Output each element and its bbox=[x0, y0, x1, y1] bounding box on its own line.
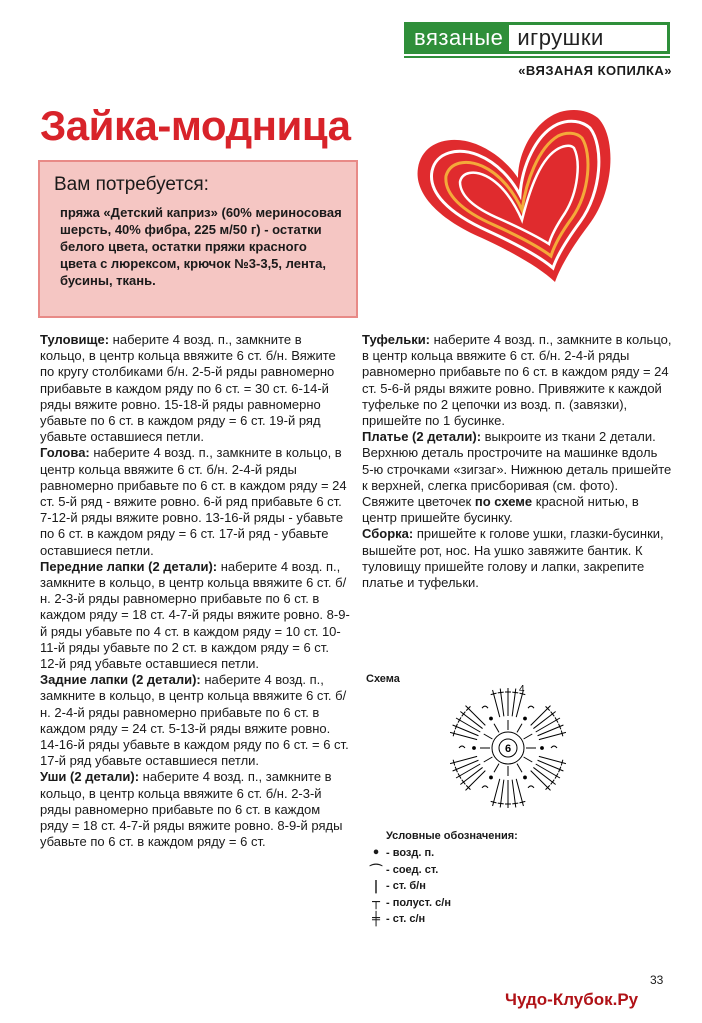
materials-box bbox=[38, 160, 358, 318]
instruction-back-paws bbox=[40, 672, 350, 769]
scheme-stitch-inner bbox=[484, 757, 493, 762]
scheme-slip-stitch bbox=[482, 786, 488, 788]
instruction-text: наберите 4 возд. п., замкните в кольцо, в центр кольца ввяжите 6 ст. б/н. 2-3-й ряды равномерно прибавьте по 6 ст. в каждом ряду = 18 ст. 4-7-й ряды вяжите ровно. 8-9-й ряды убавьте по 6 ст. в каждом ряду = 6 ст. bbox=[40, 769, 343, 850]
instruction-heading: Голова: bbox=[40, 445, 90, 461]
scheme-stitch-inner bbox=[494, 764, 499, 773]
subsection-title: «ВЯЗАНАЯ КОПИЛКА» bbox=[518, 63, 672, 78]
instruction-assembly bbox=[362, 526, 672, 591]
slip-stitch-symbol: ⌒ bbox=[369, 864, 383, 880]
scheme-label: Схема bbox=[366, 673, 400, 685]
scheme-stitch-inner bbox=[524, 734, 533, 739]
legend-label: - возд. п. bbox=[386, 847, 435, 860]
scheme-stitch-bar bbox=[555, 773, 558, 778]
scheme-chain-dot bbox=[524, 717, 527, 720]
legend-item bbox=[366, 895, 518, 912]
legend-item bbox=[366, 845, 518, 862]
scheme-stitch-bar bbox=[462, 780, 466, 785]
double-crochet-symbol: ╪ bbox=[372, 911, 380, 927]
site-watermark: Чудо-Клубок.Ру bbox=[505, 990, 639, 1009]
scheme-chain-dot bbox=[473, 747, 476, 750]
page-title: Зайка-модница bbox=[40, 102, 351, 149]
scheme-center-number: 6 bbox=[504, 743, 512, 755]
instruction-heading: Задние лапки (2 детали): bbox=[40, 672, 201, 688]
legend-item bbox=[366, 878, 518, 895]
instruction-shoes bbox=[362, 332, 672, 429]
scheme-stitch-bar bbox=[458, 773, 461, 778]
scheme-stitch-bar bbox=[498, 803, 504, 804]
scheme-stitch-bar bbox=[498, 692, 504, 693]
materials-title: Вам потребуется: bbox=[54, 174, 209, 195]
scheme-slip-stitch bbox=[459, 746, 465, 748]
instruction-heading: Уши (2 детали): bbox=[40, 769, 140, 785]
legend-label: - ст. б/н bbox=[386, 880, 426, 893]
scheme-stitch-inner bbox=[524, 757, 533, 762]
scheme-slip-stitch bbox=[551, 746, 557, 748]
instruction-heading: Передние лапки (2 детали): bbox=[40, 558, 218, 574]
scheme-chain-dot bbox=[490, 717, 493, 720]
half-double-crochet-symbol: ┬ bbox=[372, 895, 380, 911]
scheme-stitch-inner bbox=[517, 764, 522, 773]
scheme-stitch-bar bbox=[551, 780, 555, 785]
instruction-torso bbox=[40, 332, 350, 445]
instruction-dress bbox=[362, 429, 672, 526]
scheme-chain-dot bbox=[524, 776, 527, 779]
legend-item bbox=[366, 911, 518, 928]
scheme-stitch-bar bbox=[551, 712, 555, 717]
scheme-slip-stitch bbox=[528, 786, 534, 788]
scheme-stitch-inner bbox=[494, 724, 499, 733]
instruction-heading: Сборка: bbox=[362, 526, 414, 542]
instructions-right-column bbox=[362, 332, 672, 591]
scheme-stitch-bar bbox=[462, 712, 466, 717]
scheme-stitch-bar bbox=[512, 803, 518, 804]
instructions-left-column bbox=[40, 332, 350, 851]
scheme-slip-stitch bbox=[528, 706, 534, 708]
instruction-ears bbox=[40, 769, 350, 850]
crochet-flower-diagram bbox=[420, 670, 590, 810]
scheme-stitch-bar bbox=[512, 692, 518, 693]
instruction-text: наберите 4 возд. п., замкните в кольцо, в центр кольца ввяжите 6 ст. б/н. 2-4-й ряды равномерно прибавьте по 6 ст. в каждом ряду = 24 ст. 5-6-й ряды вяжите ровно. Привяжите к каждой туфельке по 2 цепочки из возд. п. (завязки), пришейте по 1 бусинке. bbox=[362, 332, 672, 429]
legend-label: - соед. ст. bbox=[386, 863, 439, 876]
heart-illustration bbox=[410, 100, 630, 290]
instruction-text: наберите 4 возд. п., замкните в кольцо, в центр кольца ввяжите 6 ст. б/н. Вяжите по кругу столбиками б/н. 2-5-й ряды равномерно прибавьте в каждом ряду по 6 ст. = 30 ст. 6-14-й ряды вяжите ровно. 15-18-й ряды равномерно убавьте по 6 ст. в каждом ряду = 6 ст. 19-й ряд убавьте оставшиеся петли. bbox=[40, 332, 336, 445]
instruction-front-paws bbox=[40, 559, 350, 672]
header-divider bbox=[404, 56, 670, 58]
instruction-heading: Туловище: bbox=[40, 332, 110, 347]
instruction-heading: Туфельки: bbox=[362, 332, 431, 347]
instruction-head bbox=[40, 445, 350, 558]
materials-text: пряжа «Детский каприз» (60% мериносовая шерсть, 40% фибра, 225 м/50 г) - остатки белого цвета, остатки пряжи красного цвета с люрексом, крючок №3-3,5, лента, бусины, ткань. bbox=[60, 205, 342, 288]
instruction-text: пришейте к голове ушки, глазки-бусинки, вышейте рот, нос. На ушко завяжите бантик. К туловищу пришейте голову и лапки, закрепите платье и туфельки. bbox=[362, 526, 664, 591]
scheme-stitch-bar bbox=[458, 717, 461, 722]
scheme-chain-dot bbox=[490, 776, 493, 779]
section-header bbox=[404, 22, 670, 54]
single-crochet-symbol: | bbox=[373, 878, 379, 894]
section-word-2: игрушки bbox=[509, 25, 667, 51]
scheme-slip-stitch bbox=[482, 706, 488, 708]
instruction-text: наберите 4 возд. п., замкните в кольцо, в центр кольца ввяжите 6 ст. б/н. 2-4-й ряды равномерно прибавьте по 6 ст. в каждом ряду = 24 ст. 5-й ряд - вяжите ровно. 6-й ряд прибавьте 6 ст. 7-12-й ряды вяжите ровно. 13-16-й ряды - убавьте по 6 ст. в каждом ряду = 6 ст. 17-й ряд - убавьте оставшиеся петли. bbox=[40, 445, 347, 558]
page-number: 33 bbox=[650, 973, 664, 987]
instruction-text: красной нитью, в центр пришейте бусинку. bbox=[362, 494, 639, 526]
scheme-row-number: 4 bbox=[519, 684, 525, 695]
scheme-stitch-inner bbox=[517, 724, 522, 733]
instruction-heading: Платье (2 детали): bbox=[362, 429, 482, 445]
legend bbox=[366, 830, 518, 928]
chain-stitch-symbol: • bbox=[371, 845, 381, 861]
scheme-stitch-bar bbox=[555, 717, 558, 722]
scheme-stitch-inner bbox=[484, 734, 493, 739]
instruction-text: наберите 4 возд. п., замкните в кольцо, в центр кольца ввяжите 6 ст. б/н. 2-4-й ряды равномерно прибавьте по 6 ст. в каждом ряду = 24 ст. 5-13-й ряды вяжите ровно. 14-16-й ряды убавьте в каждом ряду по 6 ст. = 6 ст. 17-й ряд убавьте оставшиеся петли. bbox=[40, 672, 349, 769]
instruction-text: выкроите из ткани 2 детали. Верхнюю деталь прострочите на машинке вдоль 5-ю строчками «зигзаг». Нижнюю деталь пришейте к верхней, слегка присборивая (см. фото). Свяжите цветочек bbox=[362, 429, 672, 510]
scheme-chain-dot bbox=[541, 747, 544, 750]
legend-title: Условные обозначения: bbox=[386, 830, 518, 842]
instruction-text: наберите 4 возд. п., замкните в кольцо, в центр кольца ввяжите 6 ст. б/н. 2-3-й ряды равномерно прибавьте по 6 ст. в каждом ряду = 18 ст. 4-7-й ряды вяжите ровно. 8-9-й ряды убавьте по 4 ст. в каждом ряду = 10 ст. 10-11-й ряды убавьте по 2 ст. в каждом ряду = 6 ст. 12-й ряд убавьте оставшиеся петли. bbox=[40, 558, 350, 672]
legend-label: - ст. с/н bbox=[386, 913, 426, 926]
legend-item bbox=[366, 862, 518, 879]
section-word-1: вязаные bbox=[414, 25, 504, 50]
instruction-inline-bold: по схеме bbox=[474, 494, 533, 510]
legend-label: - полуст. с/н bbox=[386, 896, 451, 909]
